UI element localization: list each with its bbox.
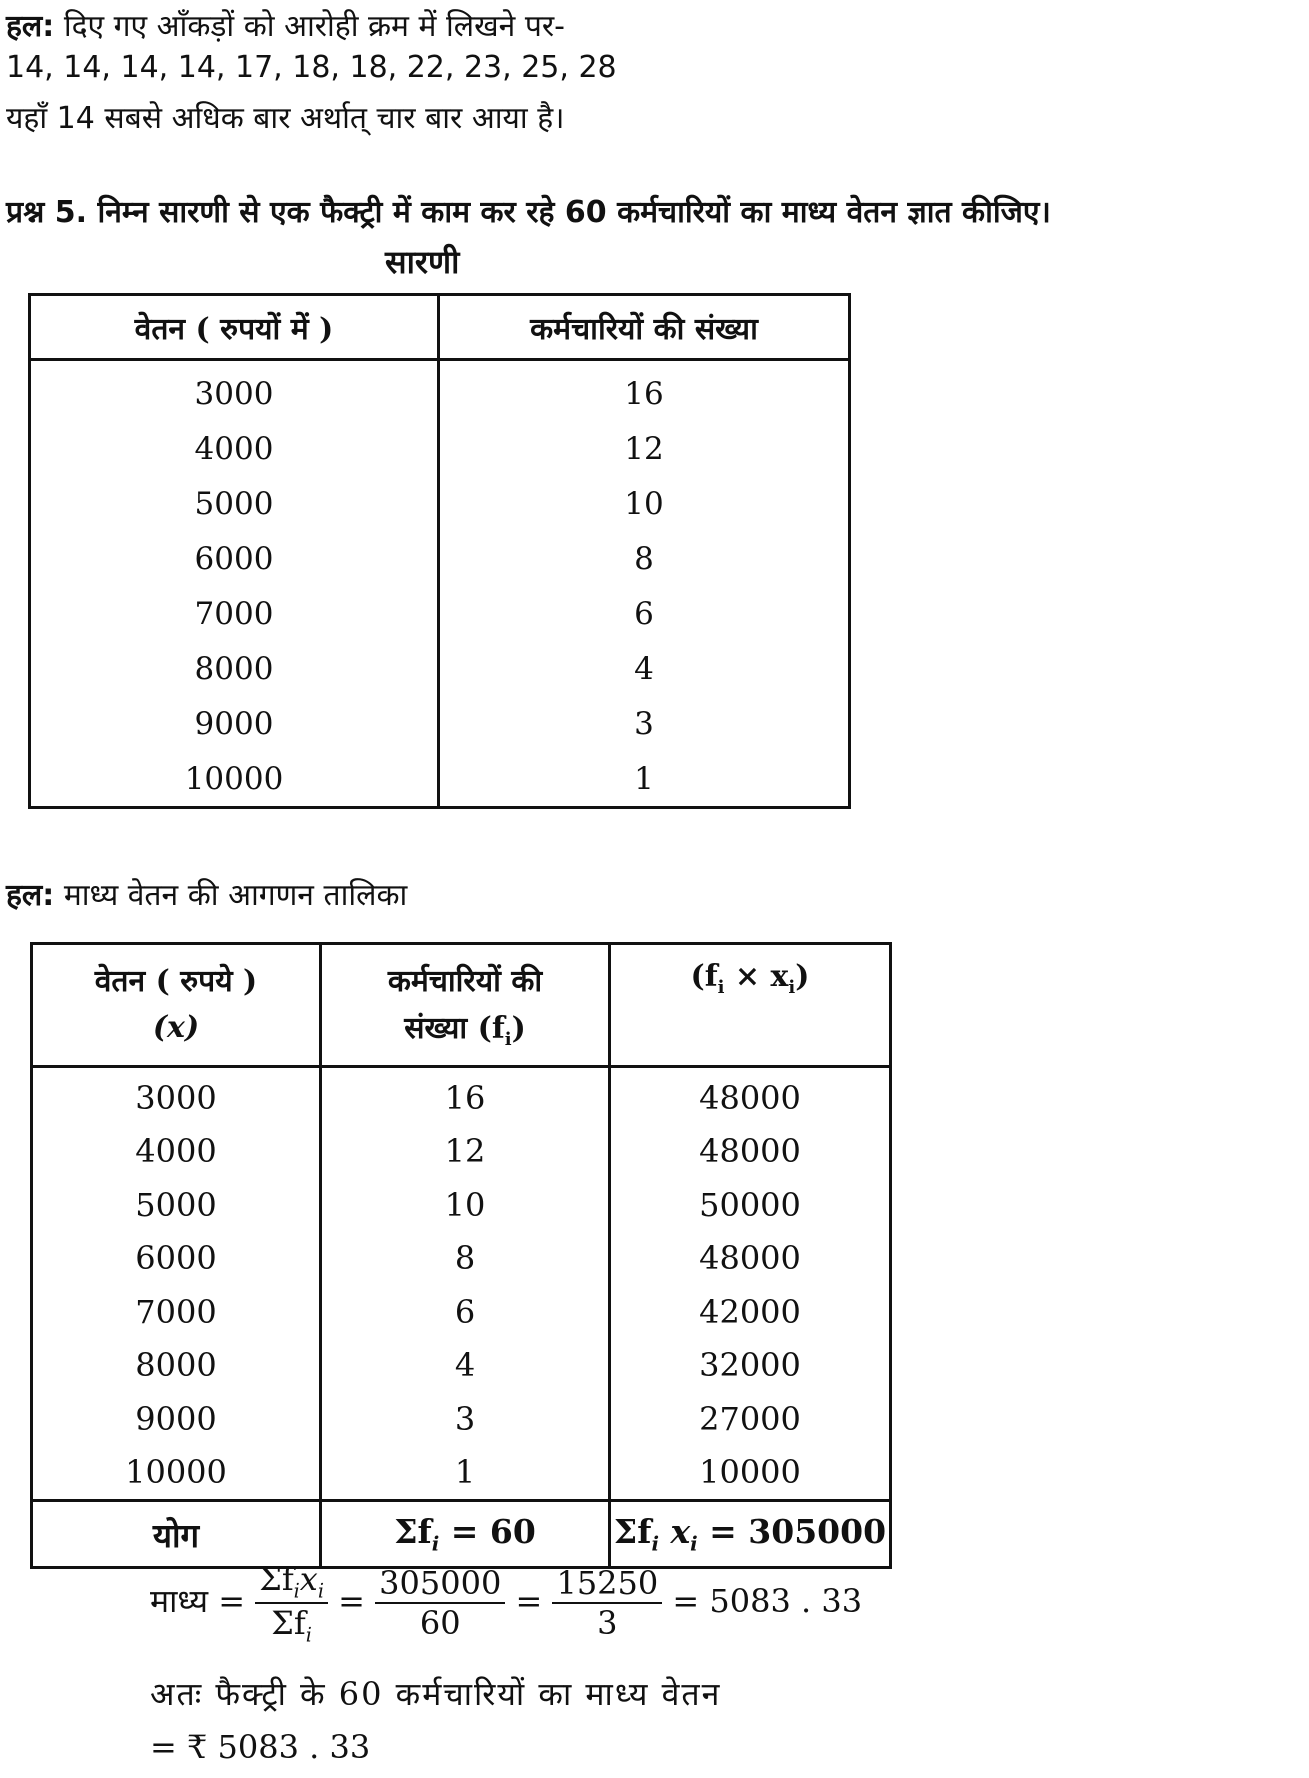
- fraction-sum: $\frac{\Sigma f_ix_i}{\Sigma f_i}$: [255, 1560, 328, 1647]
- intro-line-3: यहाँ 14 सबसे अधिक बार अर्थात् चार बार आया है।: [6, 101, 565, 136]
- table-row: [30, 476, 850, 531]
- intro-line-1: [6, 4, 565, 45]
- table-row: [30, 360, 850, 422]
- count-cell: 1: [439, 751, 850, 808]
- count-cell: 1: [321, 1446, 610, 1501]
- count-cell: 12: [321, 1125, 610, 1179]
- salary-cell: 10000: [184, 760, 284, 797]
- salary-cell: 7000: [135, 1292, 217, 1331]
- solution-text: माध्य वेतन की आगणन तालिका: [63, 878, 408, 913]
- count-cell: 4: [321, 1339, 610, 1393]
- mean-result: = 5083 . 33: [672, 1581, 863, 1620]
- count-cell: 12: [439, 421, 850, 476]
- table2-header-salary: वेतन ( रुपये ) (x): [32, 944, 321, 1067]
- product-cell: 48000: [610, 1232, 891, 1286]
- salary-cell: 9000: [194, 705, 274, 742]
- table-row: [30, 586, 850, 641]
- question-text: प्रश्न 5. निम्न सारणी से एक फैक्ट्री में काम कर रहे 60 कर्मचारियों का माध्य वेतन ज्ञात कीजिए।: [6, 195, 1051, 230]
- table2-header-employees: कर्मचारियों की संख्या $(f_i)$: [321, 944, 610, 1067]
- count-cell: 6: [439, 586, 850, 641]
- product-cell: 48000: [610, 1125, 891, 1179]
- salary-cell: 8000: [135, 1346, 217, 1385]
- count-cell: 16: [439, 360, 850, 422]
- salary-table: [28, 293, 851, 809]
- salary-cell: 8000: [194, 650, 274, 687]
- conclusion-line-1: अतः फैक्ट्री के 60 कर्मचारियों का माध्य वेतन: [150, 1675, 722, 1713]
- product-cell: 48000: [610, 1067, 891, 1125]
- total-frequency: $\Sigma f_i = 60$: [321, 1501, 610, 1568]
- mean-formula: [150, 1560, 862, 1647]
- count-cell: 6: [321, 1285, 610, 1339]
- fraction-reduced: $\frac{15250}{3}$: [552, 1564, 662, 1642]
- table-row: [32, 1067, 891, 1125]
- salary-cell: 6000: [135, 1239, 217, 1278]
- count-cell: 8: [321, 1232, 610, 1286]
- solution-label: हल:: [6, 9, 55, 44]
- salary-cell: 3000: [194, 375, 274, 412]
- table1-header-salary: वेतन ( रुपयों में ): [30, 295, 439, 360]
- intro-text: दिए गए आँकड़ों को आरोही क्रम में लिखने पर-: [63, 9, 565, 44]
- salary-cell: 9000: [135, 1399, 217, 1438]
- count-cell: 8: [439, 531, 850, 586]
- product-cell: 10000: [610, 1446, 891, 1501]
- total-label: योग: [32, 1501, 321, 1568]
- solution-label: हल:: [6, 878, 55, 913]
- intro-line-2: 14, 14, 14, 14, 17, 18, 18, 22, 23, 25, 28: [6, 50, 617, 85]
- table-row: [32, 1125, 891, 1179]
- table-row: [32, 1232, 891, 1286]
- salary-cell: 7000: [194, 595, 274, 632]
- table-row: [30, 641, 850, 696]
- table-row: [30, 751, 850, 808]
- fraction-values: $\frac{305000}{60}$: [375, 1564, 505, 1642]
- salary-cell: 6000: [194, 540, 274, 577]
- table-row: [32, 1339, 891, 1393]
- salary-cell: 5000: [135, 1185, 217, 1224]
- salary-cell: 3000: [135, 1078, 217, 1117]
- total-product: $\Sigma f_i$ $x_i = 305000$: [610, 1501, 891, 1568]
- count-cell: 10: [321, 1178, 610, 1232]
- product-cell: 42000: [610, 1285, 891, 1339]
- count-cell: 10: [439, 476, 850, 531]
- solution-heading: [6, 873, 407, 914]
- count-cell: 3: [439, 696, 850, 751]
- table1-header-employees: कर्मचारियों की संख्या: [439, 295, 850, 360]
- equals-sign: =: [515, 1581, 543, 1620]
- count-cell: 3: [321, 1392, 610, 1446]
- salary-cell: 4000: [135, 1132, 217, 1171]
- salary-cell: 10000: [125, 1453, 227, 1492]
- mean-label: माध्य =: [150, 1581, 246, 1620]
- product-cell: 50000: [610, 1178, 891, 1232]
- table2-header-product: $(f_i \times x_i)$: [610, 944, 891, 1067]
- table-row: [32, 1285, 891, 1339]
- table-row: [32, 1446, 891, 1501]
- salary-cell: 5000: [194, 485, 274, 522]
- table-row: [30, 696, 850, 751]
- product-cell: 27000: [610, 1392, 891, 1446]
- table-row: [32, 1392, 891, 1446]
- conclusion-line-2: = ₹ 5083 . 33: [150, 1728, 371, 1766]
- total-row: [32, 1501, 891, 1568]
- table-row: [30, 531, 850, 586]
- salary-cell: 4000: [194, 430, 274, 467]
- count-cell: 16: [321, 1067, 610, 1125]
- count-cell: 4: [439, 641, 850, 696]
- table-row: [32, 1178, 891, 1232]
- product-cell: 32000: [610, 1339, 891, 1393]
- table-row: [30, 421, 850, 476]
- mean-calculation-table: [30, 942, 892, 1569]
- equals-sign: =: [338, 1581, 365, 1620]
- table1-caption: सारणी: [385, 243, 460, 281]
